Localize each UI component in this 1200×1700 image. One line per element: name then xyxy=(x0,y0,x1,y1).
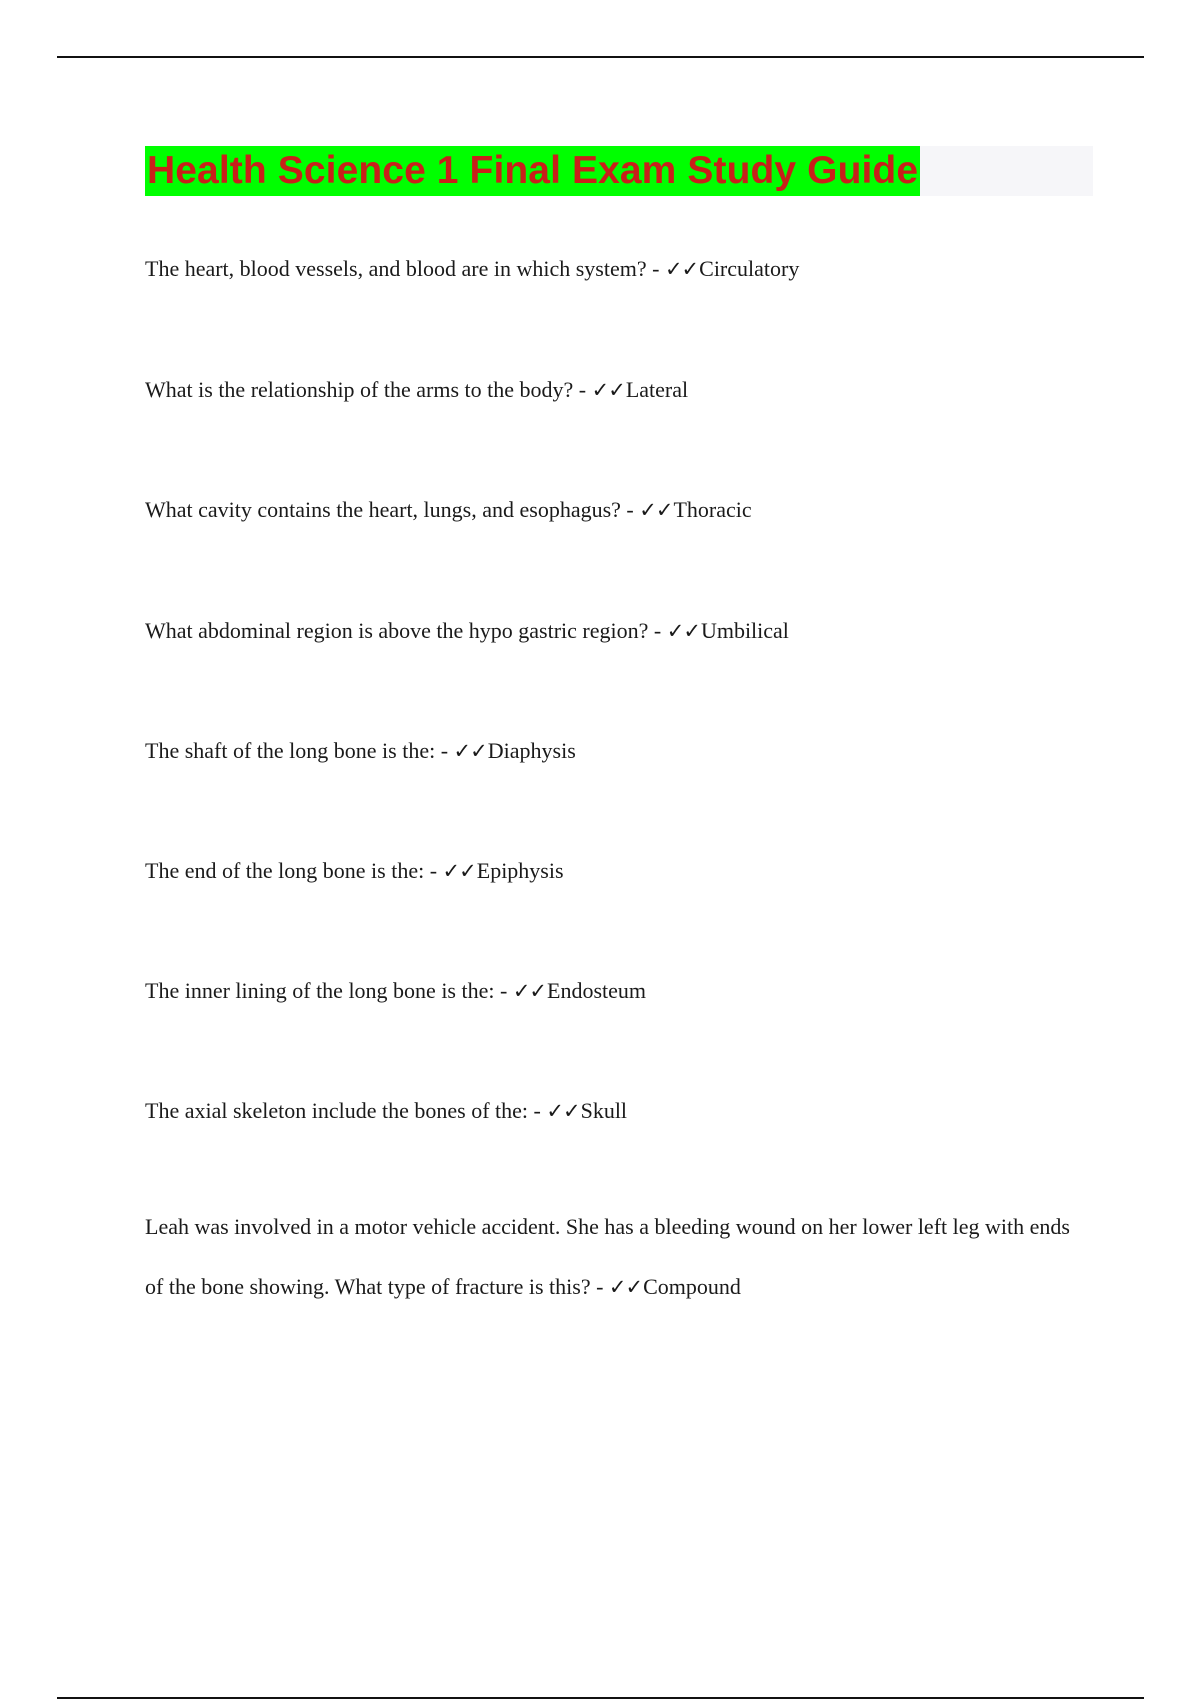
header-rule xyxy=(57,56,1144,58)
question-text: What abdominal region is above the hypo gastric region? xyxy=(145,618,649,643)
answer-text: Epiphysis xyxy=(476,858,564,883)
qa-item xyxy=(145,620,1085,642)
separator: - xyxy=(494,978,513,1003)
qa-item xyxy=(145,379,1085,401)
page-title: Health Science 1 Final Exam Study Guide xyxy=(145,146,920,196)
answer-text: Umbilical xyxy=(700,618,789,643)
double-check-icon: ✓✓ xyxy=(453,739,487,763)
question-text: The axial skeleton include the bones of the: xyxy=(145,1098,529,1123)
double-check-icon: ✓✓ xyxy=(442,859,476,883)
separator: - xyxy=(435,738,454,763)
answer-text: Compound xyxy=(643,1274,741,1299)
qa-item xyxy=(145,258,1085,280)
qa-item xyxy=(145,1197,1085,1317)
double-check-icon: ✓✓ xyxy=(639,498,673,522)
question-text: What cavity contains the heart, lungs, and esophagus? xyxy=(145,497,621,522)
qa-item xyxy=(145,860,1085,882)
double-check-icon: ✓✓ xyxy=(512,979,547,1003)
double-check-icon: ✓✓ xyxy=(591,378,625,402)
answer-text: Endosteum xyxy=(547,978,647,1003)
separator: - xyxy=(648,618,667,643)
answer-text: Skull xyxy=(580,1098,628,1123)
separator: - xyxy=(646,256,665,281)
separator: - xyxy=(528,1098,547,1123)
answer-text: Circulatory xyxy=(699,256,800,281)
double-check-icon: ✓✓ xyxy=(546,1099,580,1123)
qa-item xyxy=(145,980,1085,1002)
double-check-icon: ✓✓ xyxy=(664,257,699,281)
question-text: The shaft of the long bone is the: xyxy=(145,738,436,763)
separator: - xyxy=(590,1274,609,1299)
answer-text: Thoracic xyxy=(673,497,752,522)
question-text: The heart, blood vessels, and blood are in which system? xyxy=(145,256,647,281)
question-text: The end of the long bone is the: xyxy=(145,858,425,883)
qa-item xyxy=(145,499,1085,521)
separator: - xyxy=(620,497,640,522)
answer-text: Diaphysis xyxy=(487,738,576,763)
double-check-icon: ✓✓ xyxy=(666,619,700,643)
question-text: The inner lining of the long bone is the: xyxy=(145,978,495,1003)
question-text: What is the relationship of the arms to the body? xyxy=(145,377,574,402)
qa-item xyxy=(145,740,1085,762)
qa-item xyxy=(145,1100,1085,1122)
footer-rule xyxy=(57,1697,1144,1699)
answer-text: Lateral xyxy=(625,377,689,402)
separator: - xyxy=(424,858,443,883)
double-check-icon: ✓✓ xyxy=(608,1275,643,1299)
separator: - xyxy=(573,377,592,402)
question-text: Leah was involved in a motor vehicle accident. She has a bleeding wound on her lower left leg with ends of the bone showing. What type of fracture is this? xyxy=(145,1214,1070,1299)
